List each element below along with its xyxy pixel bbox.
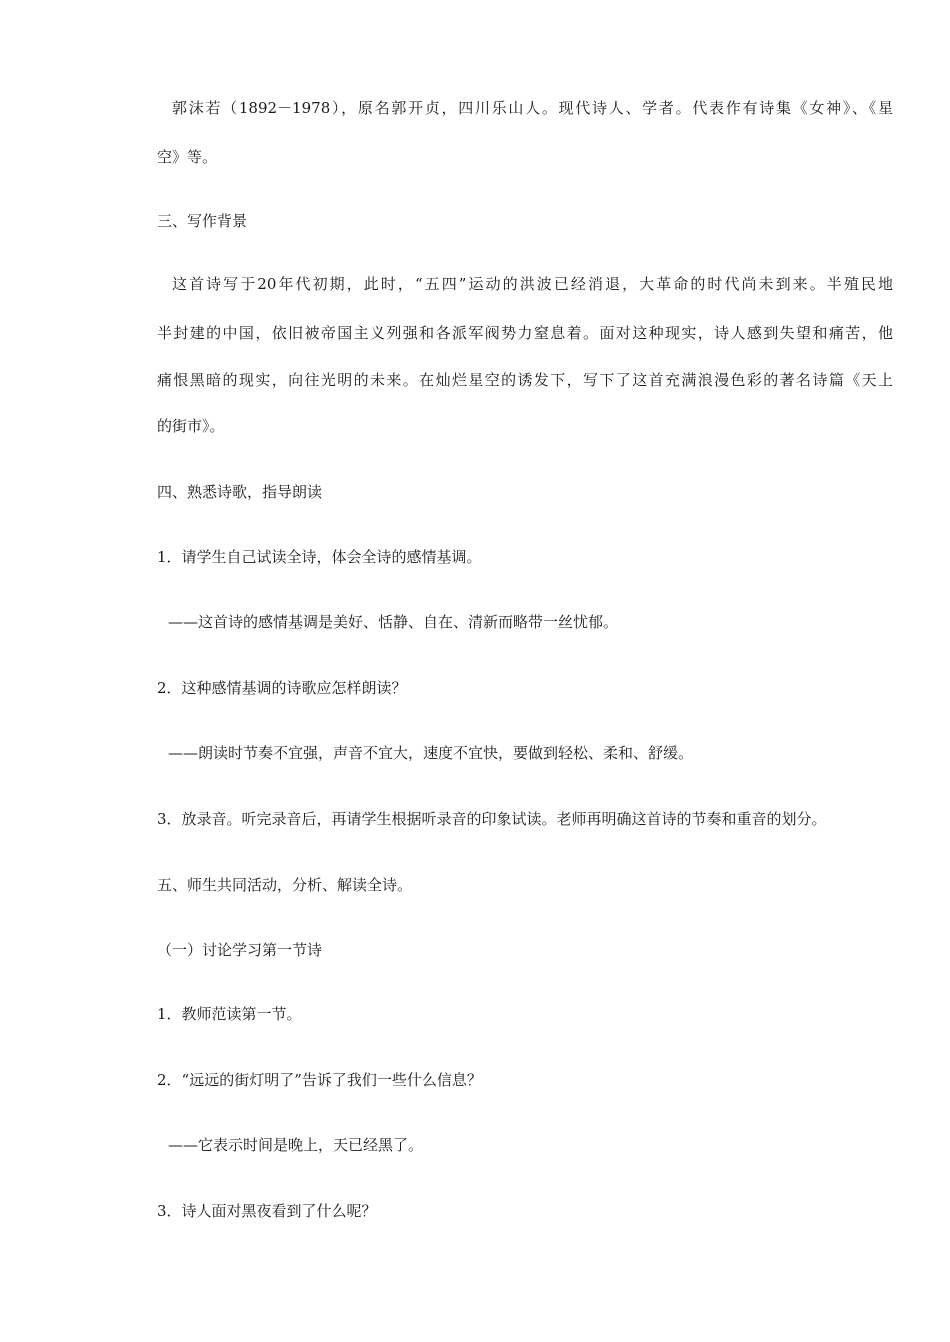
question-2: 2．这种感情基调的诗歌应怎样朗读？ [157,679,407,697]
section-heading-reading: 四、熟悉诗歌，指导朗读 [157,483,323,501]
stanza-question-2: 2．“远远的街灯明了”告诉了我们一些什么信息？ [157,1071,482,1089]
stanza-answer-2: ——它表示时间是晚上，天已经黑了。 [168,1136,424,1154]
author-intro-line-2: 空》等。 [157,148,218,166]
background-line-2: 半封建的中国，依旧被帝国主义列强和各派军阀势力窒息着。面对这种现实，诗人感到失望和痛苦，他 [157,324,893,342]
background-line-1: 这首诗写于20年代初期，此时，“五四”运动的洪波已经消退，大革命的时代尚未到来。半殖民地 [172,275,893,293]
background-line-3: 痛恨黑暗的现实，向往光明的未来。在灿烂星空的诱发下，写下了这首充满浪漫色彩的著名诗篇《天上 [157,371,893,389]
author-intro-line-1: 郭沫若（1892－1978），原名郭开贞，四川乐山人。现代诗人、学者。代表作有诗集《女神》、《星 [172,99,893,117]
question-1: 1．请学生自己试读全诗，体会全诗的感情基调。 [157,548,482,566]
section-heading-background: 三、写作背景 [157,212,248,230]
subsection-heading-stanza-1: （一）讨论学习第一节诗 [157,941,323,959]
background-line-4: 的街市》。 [157,417,225,435]
stanza-step-1: 1．教师范读第一节。 [157,1005,302,1023]
answer-1: ——这首诗的感情基调是美好、恬静、自在、清新而略带一丝忧郁。 [168,613,619,631]
answer-2: ——朗读时节奏不宜强，声音不宜大，速度不宜快，要做到轻松、柔和、舒缓。 [168,744,694,762]
step-3: 3．放录音。听完录音后，再请学生根据听录音的印象试读。老师再明确这首诗的节奏和重音的划分。 [157,810,827,828]
section-heading-analysis: 五、师生共同活动，分析、解读全诗。 [157,876,413,894]
stanza-question-3: 3．诗人面对黑夜看到了什么呢？ [157,1202,377,1220]
